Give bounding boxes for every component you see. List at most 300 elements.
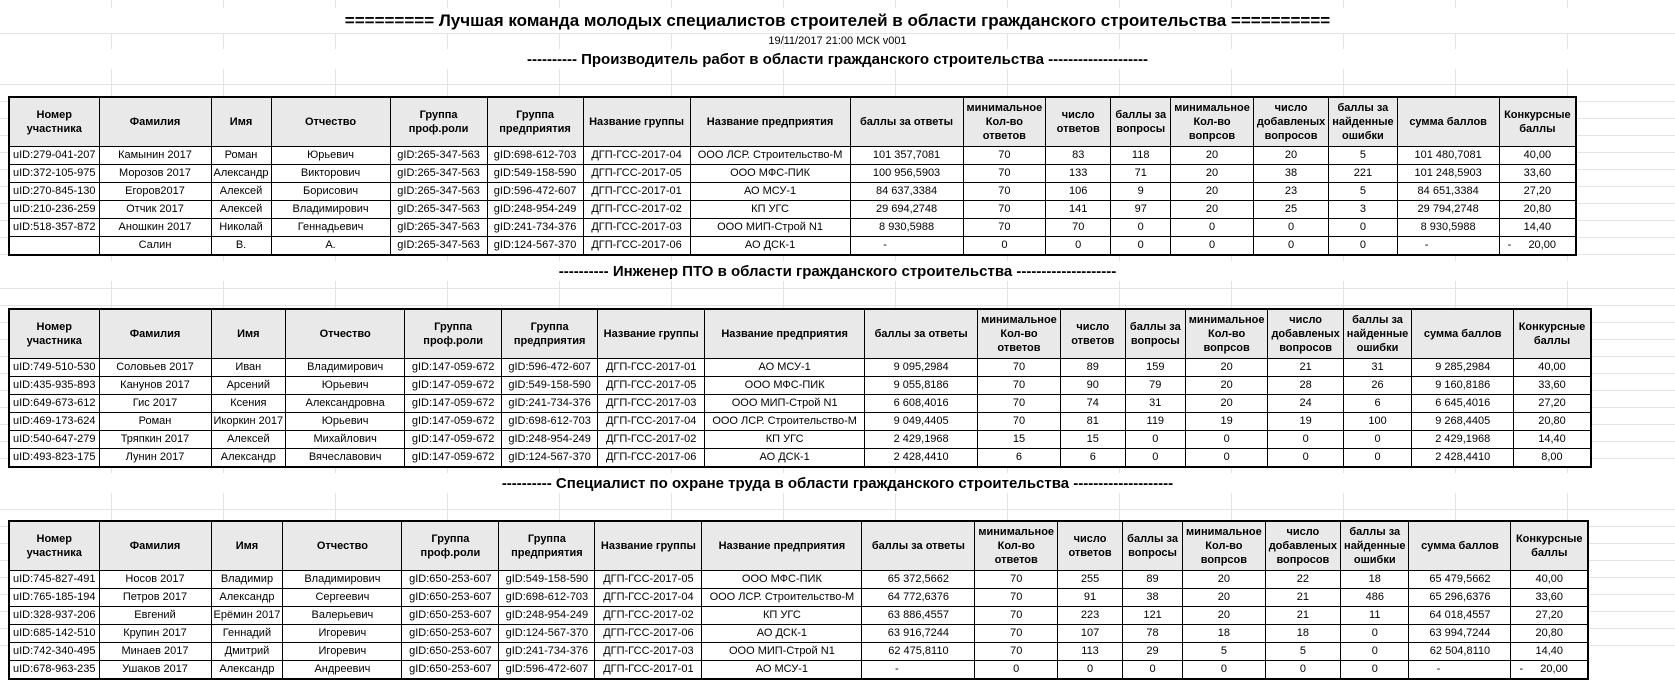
cell-min-questions[interactable]: 5 [1183, 643, 1266, 661]
column-header-min-questions[interactable]: минимальное Кол-во вопрсов [1185, 309, 1268, 359]
cell-answer-count[interactable]: 141 [1046, 201, 1111, 219]
cell-contest-points[interactable]: 8,00 [1514, 449, 1591, 468]
cell-error-points[interactable]: 31 [1343, 359, 1411, 377]
cell-answer-count[interactable]: 74 [1060, 395, 1125, 413]
cell-enterprise-group[interactable]: gID:248-954-249 [502, 431, 598, 449]
cell-added-questions[interactable]: 0 [1268, 449, 1343, 468]
cell-min-answers[interactable]: 70 [975, 625, 1058, 643]
column-header-participant-id[interactable]: Номер участника [9, 309, 99, 359]
column-header-enterprise-group[interactable]: Группа предприятия [499, 521, 595, 571]
cell-added-questions[interactable]: 23 [1253, 183, 1328, 201]
cell-enterprise-name[interactable]: КП УГС [702, 607, 862, 625]
cell-total-points[interactable]: 84 651,3384 [1397, 183, 1499, 201]
cell-last-name[interactable]: Морозов 2017 [99, 165, 211, 183]
cell-min-questions[interactable]: 20 [1183, 607, 1266, 625]
cell-enterprise-name[interactable]: АО МСУ-1 [705, 359, 865, 377]
cell-enterprise-group[interactable]: gID:241-734-376 [487, 219, 583, 237]
cell-enterprise-name[interactable]: АО ДСК-1 [690, 237, 850, 256]
cell-min-questions[interactable]: 0 [1171, 219, 1254, 237]
cell-middle-name[interactable]: Александровна [286, 395, 405, 413]
cell-enterprise-group[interactable]: gID:124-567-370 [499, 625, 595, 643]
cell-first-name[interactable]: Ксения [211, 395, 286, 413]
cell-question-points[interactable]: 159 [1125, 359, 1185, 377]
cell-contest-points[interactable]: 33,60 [1499, 165, 1576, 183]
cell-participant-id[interactable]: uID:749-510-530 [9, 359, 99, 377]
column-header-answer-points[interactable]: баллы за ответы [862, 521, 975, 571]
cell-error-points[interactable]: 0 [1329, 237, 1397, 256]
cell-min-questions[interactable]: 20 [1171, 165, 1254, 183]
cell-enterprise-group[interactable]: gID:596-472-607 [499, 661, 595, 680]
cell-added-questions[interactable]: 20 [1253, 147, 1328, 165]
cell-enterprise-name[interactable]: АО МСУ-1 [702, 661, 862, 680]
cell-error-points[interactable]: 0 [1343, 431, 1411, 449]
cell-added-questions[interactable]: 25 [1253, 201, 1328, 219]
column-header-enterprise-group[interactable]: Группа предприятия [487, 97, 583, 147]
cell-group-name[interactable]: ДГП-ГСС-2017-03 [595, 643, 702, 661]
cell-min-questions[interactable]: 20 [1183, 571, 1266, 589]
cell-min-questions[interactable]: 18 [1183, 625, 1266, 643]
column-header-group-name[interactable]: Название группы [595, 521, 702, 571]
cell-prof-role-group[interactable]: gID:650-253-607 [402, 625, 499, 643]
cell-participant-id[interactable]: uID:745-827-491 [9, 571, 99, 589]
column-header-prof-role-group[interactable]: Группа проф.роли [390, 97, 487, 147]
column-header-answer-count[interactable]: число ответов [1058, 521, 1123, 571]
cell-participant-id[interactable]: uID:742-340-495 [9, 643, 99, 661]
cell-contest-points[interactable]: 27,20 [1499, 183, 1576, 201]
cell-participant-id[interactable]: uID:540-647-279 [9, 431, 99, 449]
column-header-question-points[interactable]: баллы за вопросы [1123, 521, 1183, 571]
cell-middle-name[interactable]: Игоревич [283, 643, 402, 661]
cell-answer-count[interactable]: 0 [1046, 237, 1111, 256]
column-header-answer-points[interactable]: баллы за ответы [850, 97, 963, 147]
cell-group-name[interactable]: ДГП-ГСС-2017-05 [595, 571, 702, 589]
cell-first-name[interactable]: Николай [211, 219, 271, 237]
cell-first-name[interactable]: Роман [211, 147, 271, 165]
column-header-last-name[interactable]: Фамилия [99, 97, 211, 147]
cell-question-points[interactable]: 78 [1123, 625, 1183, 643]
cell-first-name[interactable]: Икоркин 2017 [211, 413, 286, 431]
cell-question-points[interactable]: 38 [1123, 589, 1183, 607]
cell-question-points[interactable]: 0 [1123, 661, 1183, 680]
cell-contest-points[interactable]: 40,00 [1514, 359, 1591, 377]
cell-total-points[interactable]: 9 285,2984 [1412, 359, 1514, 377]
cell-min-answers[interactable]: 70 [975, 589, 1058, 607]
cell-group-name[interactable]: ДГП-ГСС-2017-01 [583, 183, 690, 201]
cell-prof-role-group[interactable]: gID:650-253-607 [402, 607, 499, 625]
cell-answer-points[interactable]: 63 916,7244 [862, 625, 975, 643]
column-header-question-points[interactable]: баллы за вопросы [1111, 97, 1171, 147]
cell-total-points[interactable]: 63 994,7244 [1409, 625, 1511, 643]
cell-answer-count[interactable]: 83 [1046, 147, 1111, 165]
cell-added-questions[interactable]: 0 [1268, 431, 1343, 449]
cell-prof-role-group[interactable]: gID:650-253-607 [402, 661, 499, 680]
cell-added-questions[interactable]: 28 [1268, 377, 1343, 395]
cell-question-points[interactable]: 118 [1111, 147, 1171, 165]
cell-group-name[interactable]: ДГП-ГСС-2017-03 [598, 395, 705, 413]
cell-middle-name[interactable]: Валерьевич [283, 607, 402, 625]
cell-total-points[interactable]: 9 160,8186 [1412, 377, 1514, 395]
cell-min-questions[interactable]: 19 [1185, 413, 1268, 431]
cell-min-questions[interactable]: 0 [1171, 237, 1254, 256]
cell-min-answers[interactable]: 15 [978, 431, 1061, 449]
column-header-min-answers[interactable]: минимальное Кол-во ответов [975, 521, 1058, 571]
cell-last-name[interactable]: Роман [99, 413, 211, 431]
cell-participant-id[interactable]: uID:493-823-175 [9, 449, 99, 468]
cell-answer-points[interactable]: 63 886,4557 [862, 607, 975, 625]
cell-total-points[interactable]: 9 268,4405 [1412, 413, 1514, 431]
cell-answer-points[interactable]: 101 357,7081 [850, 147, 963, 165]
cell-enterprise-name[interactable]: ООО МИП-Строй N1 [690, 219, 850, 237]
cell-enterprise-name[interactable]: ООО ЛСР. Строительство-М [705, 413, 865, 431]
cell-enterprise-name[interactable]: ООО МФС-ПИК [690, 165, 850, 183]
cell-error-points[interactable]: 486 [1341, 589, 1409, 607]
cell-error-points[interactable]: 6 [1343, 395, 1411, 413]
column-header-total-points[interactable]: сумма баллов [1397, 97, 1499, 147]
cell-min-answers[interactable]: 70 [963, 165, 1046, 183]
cell-min-answers[interactable]: 0 [963, 237, 1046, 256]
cell-min-answers[interactable]: 70 [978, 359, 1061, 377]
cell-enterprise-group[interactable]: gID:596-472-607 [502, 359, 598, 377]
cell-last-name[interactable]: Петров 2017 [99, 589, 211, 607]
column-header-contest-points[interactable]: Конкурсные баллы [1499, 97, 1576, 147]
column-header-prof-role-group[interactable]: Группа проф.роли [402, 521, 499, 571]
cell-enterprise-group[interactable]: gID:698-612-703 [487, 147, 583, 165]
cell-answer-points[interactable]: 6 608,4016 [865, 395, 978, 413]
cell-contest-points[interactable] [1511, 661, 1588, 680]
column-header-min-answers[interactable]: минимальное Кол-во ответов [978, 309, 1061, 359]
cell-question-points[interactable]: 119 [1125, 413, 1185, 431]
cell-enterprise-group[interactable]: gID:549-158-590 [499, 571, 595, 589]
cell-enterprise-group[interactable]: gID:248-954-249 [499, 607, 595, 625]
cell-answer-points[interactable]: 65 372,5662 [862, 571, 975, 589]
cell-participant-id[interactable] [9, 237, 99, 256]
cell-enterprise-name[interactable]: ООО ЛСР. Строительство-М [702, 589, 862, 607]
cell-total-points[interactable]: 8 930,5988 [1397, 219, 1499, 237]
column-header-min-questions[interactable]: минимальное Кол-во вопрсов [1183, 521, 1266, 571]
cell-prof-role-group[interactable]: gID:650-253-607 [402, 589, 499, 607]
cell-contest-points[interactable]: 14,40 [1511, 643, 1588, 661]
column-header-enterprise-name[interactable]: Название предприятия [702, 521, 862, 571]
cell-question-points[interactable]: 0 [1125, 449, 1185, 468]
cell-enterprise-group[interactable]: gID:698-612-703 [499, 589, 595, 607]
cell-added-questions[interactable]: 22 [1265, 571, 1340, 589]
cell-total-points[interactable]: 29 794,2748 [1397, 201, 1499, 219]
cell-participant-id[interactable]: uID:678-963-235 [9, 661, 99, 680]
cell-min-answers[interactable]: 70 [963, 147, 1046, 165]
cell-prof-role-group[interactable]: gID:147-059-672 [405, 377, 502, 395]
cell-added-questions[interactable]: 21 [1265, 589, 1340, 607]
cell-min-questions[interactable]: 20 [1171, 183, 1254, 201]
cell-added-questions[interactable]: 21 [1265, 607, 1340, 625]
column-header-question-points[interactable]: баллы за вопросы [1125, 309, 1185, 359]
cell-contest-points[interactable]: 27,20 [1511, 607, 1588, 625]
cell-contest-points[interactable]: 20,80 [1514, 413, 1591, 431]
cell-participant-id[interactable]: uID:469-173-624 [9, 413, 99, 431]
cell-answer-points[interactable]: 9 049,4405 [865, 413, 978, 431]
cell-contest-points[interactable]: 40,00 [1499, 147, 1576, 165]
cell-answer-count[interactable]: 106 [1046, 183, 1111, 201]
cell-min-answers[interactable]: 70 [963, 183, 1046, 201]
column-header-first-name[interactable]: Имя [211, 309, 286, 359]
column-header-min-questions[interactable]: минимальное Кол-во вопрсов [1171, 97, 1254, 147]
cell-middle-name[interactable]: Борисович [271, 183, 390, 201]
column-header-error-points[interactable]: баллы за найденные ошибки [1329, 97, 1397, 147]
cell-middle-name[interactable]: А. [271, 237, 390, 256]
cell-total-points[interactable]: 65 479,5662 [1409, 571, 1511, 589]
cell-min-questions[interactable]: 20 [1185, 359, 1268, 377]
cell-error-points[interactable]: 0 [1341, 661, 1409, 680]
column-header-first-name[interactable]: Имя [211, 97, 271, 147]
column-header-min-answers[interactable]: минимальное Кол-во ответов [963, 97, 1046, 147]
cell-contest-points[interactable]: 14,40 [1514, 431, 1591, 449]
cell-first-name[interactable]: Александр [211, 589, 283, 607]
cell-enterprise-group[interactable]: gID:698-612-703 [502, 413, 598, 431]
cell-added-questions[interactable]: 21 [1268, 359, 1343, 377]
cell-error-points[interactable]: 0 [1329, 219, 1397, 237]
cell-prof-role-group[interactable]: gID:147-059-672 [405, 395, 502, 413]
cell-participant-id[interactable]: uID:328-937-206 [9, 607, 99, 625]
column-header-last-name[interactable]: Фамилия [99, 309, 211, 359]
cell-answer-count[interactable]: 91 [1058, 589, 1123, 607]
cell-middle-name[interactable]: Юрьевич [286, 413, 405, 431]
cell-min-answers[interactable]: 0 [975, 661, 1058, 680]
cell-total-points[interactable]: 101 248,5903 [1397, 165, 1499, 183]
column-header-participant-id[interactable]: Номер участника [9, 521, 99, 571]
cell-question-points[interactable]: 9 [1111, 183, 1171, 201]
column-header-error-points[interactable]: баллы за найденные ошибки [1343, 309, 1411, 359]
cell-answer-count[interactable]: 113 [1058, 643, 1123, 661]
cell-error-points[interactable]: 221 [1329, 165, 1397, 183]
cell-participant-id[interactable]: uID:685-142-510 [9, 625, 99, 643]
cell-contest-points[interactable]: 40,00 [1511, 571, 1588, 589]
cell-contest-points[interactable] [1499, 237, 1576, 256]
cell-enterprise-group[interactable]: gID:248-954-249 [487, 201, 583, 219]
cell-group-name[interactable]: ДГП-ГСС-2017-06 [595, 625, 702, 643]
cell-answer-count[interactable]: 223 [1058, 607, 1123, 625]
column-header-participant-id[interactable]: Номер участника [9, 97, 99, 147]
cell-added-questions[interactable]: 0 [1253, 237, 1328, 256]
cell-middle-name[interactable]: Андреевич [283, 661, 402, 680]
cell-enterprise-group[interactable]: gID:596-472-607 [487, 183, 583, 201]
column-header-group-name[interactable]: Название группы [583, 97, 690, 147]
cell-min-answers[interactable]: 70 [963, 201, 1046, 219]
cell-question-points[interactable]: 97 [1111, 201, 1171, 219]
cell-min-answers[interactable]: 70 [975, 643, 1058, 661]
cell-total-points[interactable]: 6 645,4016 [1412, 395, 1514, 413]
cell-answer-count[interactable]: 89 [1060, 359, 1125, 377]
cell-first-name[interactable]: Владимир [211, 571, 283, 589]
cell-error-points[interactable]: 0 [1341, 625, 1409, 643]
cell-min-answers[interactable]: 70 [975, 607, 1058, 625]
cell-question-points[interactable]: 0 [1111, 237, 1171, 256]
cell-group-name[interactable]: ДГП-ГСС-2017-02 [598, 431, 705, 449]
cell-enterprise-name[interactable]: ООО ЛСР. Строительство-М [690, 147, 850, 165]
cell-min-questions[interactable]: 20 [1171, 201, 1254, 219]
cell-participant-id[interactable]: uID:435-935-893 [9, 377, 99, 395]
column-header-contest-points[interactable]: Конкурсные баллы [1514, 309, 1591, 359]
cell-enterprise-name[interactable]: АО ДСК-1 [705, 449, 865, 468]
cell-answer-count[interactable]: 255 [1058, 571, 1123, 589]
cell-total-points[interactable]: - [1409, 661, 1511, 680]
cell-middle-name[interactable]: Владимирович [283, 571, 402, 589]
cell-middle-name[interactable]: Геннадьевич [271, 219, 390, 237]
cell-error-points[interactable]: 11 [1341, 607, 1409, 625]
column-header-error-points[interactable]: баллы за найденные ошибки [1341, 521, 1409, 571]
cell-participant-id[interactable]: uID:649-673-612 [9, 395, 99, 413]
cell-enterprise-group[interactable]: gID:241-734-376 [502, 395, 598, 413]
cell-total-points[interactable]: 62 504,8110 [1409, 643, 1511, 661]
cell-answer-points[interactable]: - [862, 661, 975, 680]
cell-prof-role-group[interactable]: gID:650-253-607 [402, 571, 499, 589]
cell-answer-count[interactable]: 0 [1058, 661, 1123, 680]
column-header-prof-role-group[interactable]: Группа проф.роли [405, 309, 502, 359]
column-header-contest-points[interactable]: Конкурсные баллы [1511, 521, 1588, 571]
cell-prof-role-group[interactable]: gID:265-347-563 [390, 183, 487, 201]
cell-min-answers[interactable]: 70 [978, 413, 1061, 431]
cell-total-points[interactable]: 65 296,6376 [1409, 589, 1511, 607]
cell-enterprise-name[interactable]: АО МСУ-1 [690, 183, 850, 201]
cell-answer-points[interactable]: 100 956,5903 [850, 165, 963, 183]
cell-middle-name[interactable]: Викторович [271, 165, 390, 183]
cell-added-questions[interactable]: 0 [1253, 219, 1328, 237]
cell-error-points[interactable]: 0 [1341, 643, 1409, 661]
cell-group-name[interactable]: ДГП-ГСС-2017-01 [598, 359, 705, 377]
cell-added-questions[interactable]: 0 [1265, 661, 1340, 680]
cell-added-questions[interactable]: 5 [1265, 643, 1340, 661]
cell-enterprise-name[interactable]: ООО МИП-Строй N1 [702, 643, 862, 661]
cell-answer-count[interactable]: 133 [1046, 165, 1111, 183]
cell-contest-points[interactable]: 33,60 [1511, 589, 1588, 607]
cell-prof-role-group[interactable]: gID:265-347-563 [390, 237, 487, 256]
cell-answer-count[interactable]: 90 [1060, 377, 1125, 395]
cell-middle-name[interactable]: Юрьевич [286, 377, 405, 395]
cell-enterprise-name[interactable]: АО ДСК-1 [702, 625, 862, 643]
cell-enterprise-name[interactable]: КП УГС [705, 431, 865, 449]
cell-group-name[interactable]: ДГП-ГСС-2017-06 [583, 237, 690, 256]
cell-first-name[interactable]: Геннадий [211, 625, 283, 643]
cell-first-name[interactable]: Ерёмин 2017 [211, 607, 283, 625]
cell-question-points[interactable]: 79 [1125, 377, 1185, 395]
cell-added-questions[interactable]: 38 [1253, 165, 1328, 183]
cell-first-name[interactable]: Александр [211, 449, 286, 468]
cell-total-points[interactable]: 64 018,4557 [1409, 607, 1511, 625]
cell-question-points[interactable]: 0 [1111, 219, 1171, 237]
cell-first-name[interactable]: Алексей [211, 431, 286, 449]
cell-contest-points[interactable]: 20,80 [1499, 201, 1576, 219]
cell-answer-points[interactable]: 8 930,5988 [850, 219, 963, 237]
cell-prof-role-group[interactable]: gID:147-059-672 [405, 449, 502, 468]
cell-first-name[interactable]: Александр [211, 661, 283, 680]
cell-enterprise-name[interactable]: КП УГС [690, 201, 850, 219]
cell-first-name[interactable]: Иван [211, 359, 286, 377]
cell-answer-points[interactable]: 84 637,3384 [850, 183, 963, 201]
cell-error-points[interactable]: 100 [1343, 413, 1411, 431]
cell-enterprise-group[interactable]: gID:549-158-590 [487, 165, 583, 183]
cell-enterprise-name[interactable]: ООО МФС-ПИК [705, 377, 865, 395]
cell-min-answers[interactable]: 70 [975, 571, 1058, 589]
cell-contest-points[interactable]: 33,60 [1514, 377, 1591, 395]
cell-answer-points[interactable]: 9 055,8186 [865, 377, 978, 395]
cell-last-name[interactable]: Лунин 2017 [99, 449, 211, 468]
cell-group-name[interactable]: ДГП-ГСС-2017-02 [595, 607, 702, 625]
cell-last-name[interactable]: Соловьев 2017 [99, 359, 211, 377]
column-header-first-name[interactable]: Имя [211, 521, 283, 571]
cell-middle-name[interactable]: Михайлович [286, 431, 405, 449]
cell-first-name[interactable]: В. [211, 237, 271, 256]
cell-group-name[interactable]: ДГП-ГСС-2017-04 [595, 589, 702, 607]
cell-last-name[interactable]: Аношкин 2017 [99, 219, 211, 237]
cell-question-points[interactable]: 121 [1123, 607, 1183, 625]
cell-total-points[interactable]: 2 429,1968 [1412, 431, 1514, 449]
cell-last-name[interactable]: Салин [99, 237, 211, 256]
cell-enterprise-group[interactable]: gID:124-567-370 [487, 237, 583, 256]
cell-first-name[interactable]: Алексей [211, 183, 271, 201]
cell-min-questions[interactable]: 20 [1185, 377, 1268, 395]
column-header-total-points[interactable]: сумма баллов [1412, 309, 1514, 359]
cell-middle-name[interactable]: Сергеевич [283, 589, 402, 607]
cell-total-points[interactable]: - [1397, 237, 1499, 256]
cell-question-points[interactable]: 31 [1125, 395, 1185, 413]
cell-contest-points[interactable]: 14,40 [1499, 219, 1576, 237]
cell-middle-name[interactable]: Владимирович [271, 201, 390, 219]
cell-last-name[interactable]: Носов 2017 [99, 571, 211, 589]
cell-error-points[interactable]: 5 [1329, 183, 1397, 201]
cell-middle-name[interactable]: Игоревич [283, 625, 402, 643]
cell-min-answers[interactable]: 6 [978, 449, 1061, 468]
cell-total-points[interactable]: 101 480,7081 [1397, 147, 1499, 165]
cell-prof-role-group[interactable]: gID:147-059-672 [405, 431, 502, 449]
cell-min-answers[interactable]: 70 [963, 219, 1046, 237]
cell-group-name[interactable]: ДГП-ГСС-2017-01 [595, 661, 702, 680]
column-header-answer-count[interactable]: число ответов [1060, 309, 1125, 359]
cell-answer-count[interactable]: 107 [1058, 625, 1123, 643]
column-header-answer-points[interactable]: баллы за ответы [865, 309, 978, 359]
cell-error-points[interactable]: 5 [1329, 147, 1397, 165]
cell-group-name[interactable]: ДГП-ГСС-2017-06 [598, 449, 705, 468]
cell-enterprise-group[interactable]: gID:549-158-590 [502, 377, 598, 395]
cell-answer-points[interactable]: 2 429,1968 [865, 431, 978, 449]
cell-last-name[interactable]: Евгений [99, 607, 211, 625]
cell-prof-role-group[interactable]: gID:265-347-563 [390, 201, 487, 219]
cell-answer-count[interactable]: 70 [1046, 219, 1111, 237]
column-header-added-questions[interactable]: число добавленых вопросов [1253, 97, 1328, 147]
cell-error-points[interactable]: 18 [1341, 571, 1409, 589]
cell-first-name[interactable]: Дмитрий [211, 643, 283, 661]
cell-participant-id[interactable]: uID:518-357-872 [9, 219, 99, 237]
cell-last-name[interactable]: Отчик 2017 [99, 201, 211, 219]
cell-answer-points[interactable]: 2 428,4410 [865, 449, 978, 468]
column-header-enterprise-name[interactable]: Название предприятия [705, 309, 865, 359]
cell-group-name[interactable]: ДГП-ГСС-2017-02 [583, 201, 690, 219]
cell-error-points[interactable]: 0 [1343, 449, 1411, 468]
cell-min-questions[interactable]: 20 [1185, 395, 1268, 413]
cell-min-questions[interactable]: 0 [1185, 449, 1268, 468]
cell-group-name[interactable]: ДГП-ГСС-2017-04 [583, 147, 690, 165]
cell-participant-id[interactable]: uID:765-185-194 [9, 589, 99, 607]
column-header-answer-count[interactable]: число ответов [1046, 97, 1111, 147]
cell-middle-name[interactable]: Вячеславович [286, 449, 405, 468]
cell-group-name[interactable]: ДГП-ГСС-2017-03 [583, 219, 690, 237]
cell-question-points[interactable]: 0 [1125, 431, 1185, 449]
cell-first-name[interactable]: Алексей [211, 201, 271, 219]
cell-answer-points[interactable]: 62 475,8110 [862, 643, 975, 661]
column-header-middle-name[interactable]: Отчество [271, 97, 390, 147]
cell-enterprise-group[interactable]: gID:241-734-376 [499, 643, 595, 661]
cell-error-points[interactable]: 26 [1343, 377, 1411, 395]
cell-added-questions[interactable]: 19 [1268, 413, 1343, 431]
cell-added-questions[interactable]: 18 [1265, 625, 1340, 643]
cell-answer-points[interactable]: 64 772,6376 [862, 589, 975, 607]
